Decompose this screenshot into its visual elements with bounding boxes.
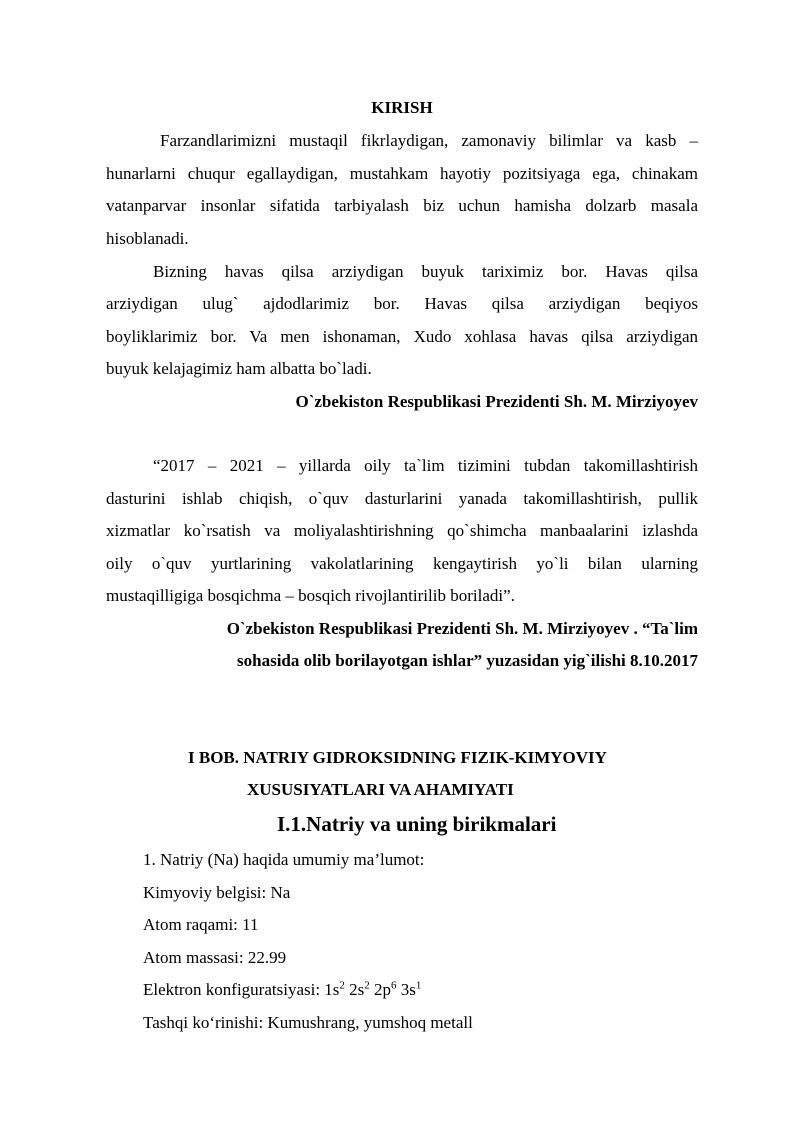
intro-p1-line2: hunarlarni chuqur egallaydigan, mustahkam hayotiy pozitsiyaga ega, chinakam [106,164,698,183]
attribution-2-line1: O`zbekiston Respublikasi Prezidenti Sh. M. Mirziyoyev . “Ta`lim [226,619,698,638]
config-exp-1: 2 [339,979,345,992]
facts-intro: 1. Natriy (Na) haqida umumiy ma’lumot: [143,850,425,869]
quote-line2: dasturini ishlab chiqish, o`quv dasturlarini yanada takomillashtirish, pullik [106,489,698,508]
config-exp-4: 1 [415,979,422,992]
fact-symbol: Kimyoviy belgisi: Na [143,883,291,902]
attribution-2-line2: sohasida olib borilayotgan ishlar” yuzasidan yig`ilishi 8.10.2017 [237,651,698,670]
intro-p1-line3: vatanparvar insonlar sifatida tarbiyalash biz uchun hamisha dolzarb masala [106,196,698,215]
config-exp-2: 2 [364,979,370,992]
attribution-1: O`zbekiston Respublikasi Prezidenti Sh. M. Mirziyoyev [295,392,698,411]
chapter-title-line2: XUSUSIYATLARI VA AHAMIYATI [247,780,514,799]
intro-p1-line1: Farzandlarimizni mustaqil fikrlaydigan, zamonaviy bilimlar va kasb – [160,131,698,150]
fact-atomic-mass: Atom massasi: 22.99 [143,948,287,967]
intro-p2-line1: Bizning havas qilsa arziydigan buyuk tariximiz bor. Havas qilsa [153,262,698,281]
config-shell-2p: 2p [374,980,392,999]
quote-line5: mustaqilligiga bosqichma – bosqich rivojlantirilib boriladi”. [106,586,515,605]
quote-line4: oily o`quv yurtlarining vakolatlarining kengaytirish yo`li bilan ularning [106,554,698,573]
intro-p1-line4: hisoblanadi. [106,229,189,248]
fact-electron-config [143,980,421,1000]
intro-p2-line3: boyliklarimiz bor. Va men ishonaman, Xudo xohlasa havas qilsa arziydigan [106,327,698,346]
config-shell-2s: 2s [349,980,365,999]
chapter-title-line1: I BOB. NATRIY GIDROKSIDNING FIZIK-KIMYOVIY [188,748,607,767]
quote-line3: xizmatlar ko`rsatish va moliyalashtirishning qo`shimcha manbaalarini izlashda [106,521,698,540]
intro-p2-line2: arziydigan ulug` ajdodlarimiz bor. Havas qilsa arziydigan beqiyos [106,294,698,313]
fact-atomic-number: Atom raqami: 11 [143,915,259,934]
intro-p2-line4: buyuk kelajagimiz ham albatta bo`ladi. [106,359,372,378]
section-title: I.1.Natriy va uning birikmalari [277,812,557,836]
intro-heading: KIRISH [371,98,433,117]
config-shell-3s: 3s [400,980,416,999]
quote-line1: “2017 – 2021 – yillarda oily ta`lim tizimini tubdan takomillashtirish [153,456,698,475]
config-label: Elektron konfiguratsiyasi: 1s [143,980,340,999]
fact-appearance: Tashqi ko‘rinishi: Kumushrang, yumshoq metall [143,1013,473,1032]
config-exp-3: 6 [391,979,397,992]
